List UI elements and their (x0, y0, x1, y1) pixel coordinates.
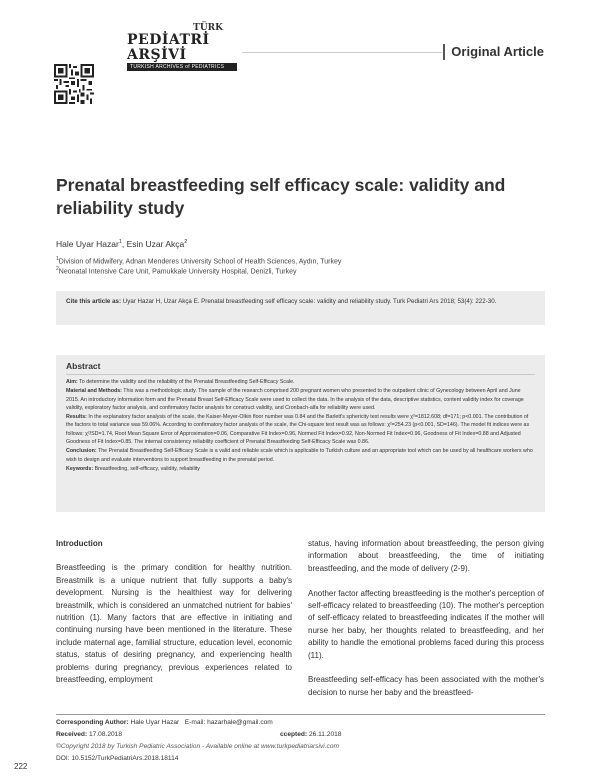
email-link[interactable]: hazarhale@gmail.com (205, 719, 273, 726)
author-name[interactable]: Hale Uyar Hazar (56, 239, 119, 249)
header-rule (242, 52, 442, 53)
abstract-heading: Abstract (66, 361, 535, 375)
abstract-conclusion (66, 447, 535, 464)
abstract-text: To determine the validity and the reliability of the Prenatal Breastfeeding Self-Efficacy Scale. (77, 379, 295, 385)
doi-text[interactable]: DOI: 10.5152/TurkPediatriArs.2018.18114 (56, 755, 179, 762)
abstract-text: In the explanatory factor analysis of the scale, the Kaiser-Meyer-Olkin floor number was 0.84 and the Barlett's sphericity test results were χ²=1812.608; df=171; p<0.001. The contribution of the factors to total variance was 59.06%. According to confirmatory factor analysis of the scale, the Chi-square test result was as follows: χ²=254.23 (p<0.001, SD=146). The model fit indices were as follows: χ²/SD=1.74, Root Mean Square Error of Approximation=0.06, Comparative Fit Index=0.96, Normed Fit Index=0.92, Non-Normed Fit Index=0.96, Goodness of Fit Index=0.88 and Adjusted Goodness of Fit Index=0.85. The internal consistency reliability coefficient of Prenatal Breastfeeding Self-Efficacy Scale was 0.86. (66, 414, 530, 446)
article-type-bar (443, 44, 445, 60)
affiliation-number: 2 (56, 266, 59, 272)
doi[interactable] (56, 755, 178, 762)
author-separator: , (121, 239, 127, 249)
author-list (56, 239, 187, 249)
email-label: E-mail: (184, 719, 206, 726)
corresponding-author (56, 719, 273, 726)
article-type: Original Article (451, 44, 544, 59)
abstract-label: Aim: (66, 379, 78, 385)
author-name[interactable]: Esin Uzar Akça (126, 239, 185, 249)
abstract-label: Conclusion: (66, 448, 97, 455)
abstract-text: The Prenatal Breastfeeding Self-Efficacy Scale is a valid and reliable scale which is applicable to Turkish culture and an appropriate tool which can be used by all healthcare workers who wish to design and evaluate interventions to support breastfeeding in the prenatal period. (66, 448, 533, 463)
abstract-aim (66, 378, 535, 386)
logo-subtitle: TURKISH ARCHIVES of PEDIATRICS (127, 63, 237, 71)
logo-turk: TÜRK (193, 23, 223, 33)
affiliation-text: Neonatal Intensive Care Unit, Pamukkale University Hospital, Denizli, Turkey (58, 268, 297, 276)
corresponding-name: Hale Uyar Hazar (128, 719, 180, 726)
journal-logo (127, 24, 237, 71)
citation-label: Cite this article as: (66, 298, 122, 305)
abstract-text: This was a methodologic study. The sample of the research comprised 200 pregnant women who presented to the outpatient clinic of Gynecology between April and June 2015. An introductory information form and the Prenatal Breast Self-Efficacy Scale were used to collect the data. In the analysis of the data, descriptive statistics, content validity index for coverage validity, exploratory factor analysis, and confirmatory factor analysis for construct validity, and Cronbach-alfa for reliability were used. (66, 388, 524, 411)
accepted-label: ccepted: (280, 731, 308, 738)
body-paragraph: Breastfeeding is the primary condition for healthy nutrition. Breastmilk is a unique nutrient that fully supports a baby's development. Nursing is the healthiest way for delivering breastmilk, which is considered an unmatched nutrient for babies' nutrition (1). Many factors that are effective in initiating and continuing nursing have been mentioned in the literature. These include maternal age, familial structure, education level, economic status, status of desiring pregnancy, and experiencing health problems during pregnancy, previous experiences related to breastfeeding, employment (56, 563, 292, 685)
section-heading-introduction: Introduction (56, 539, 103, 548)
copyright (56, 743, 339, 750)
affiliation-text: Division of Midwifery, Adnan Menderes University School of Health Sciences, Aydın, Turkey (58, 258, 342, 266)
accepted-value: 26.11.2018 (307, 731, 342, 738)
affiliation (56, 266, 297, 275)
logo-name: PEDİATRİ ARŞİVİ (127, 32, 210, 63)
accepted-date (280, 731, 341, 738)
received-value: 17.08.2018 (87, 731, 122, 738)
footer-rule (56, 714, 545, 715)
affiliation (56, 256, 341, 265)
abstract-label: Results: (66, 414, 87, 421)
body-paragraph: Another factor affecting breastfeeding is the mother's perception of self-efficacy related to breastfeeding (10). The mother's perception of self-efficacy related to breastfeeding indicates if the mother will nurse her baby, her thoughts related to breastfeeding, and her ability to handle the emotional problems faced during this process (11). (308, 588, 544, 660)
citation-text: Uyar Hazar H, Uzar Akça E. Prenatal breastfeeding self efficacy scale: validity and reliability study. Turk Pediatri Ars 2018; 53(4): 222-30. (121, 298, 497, 305)
body-paragraph: Breastfeeding self-efficacy has been associated with the mother's decision to nurse her baby and the breastfeed- (308, 675, 544, 697)
qr-code-icon (54, 64, 94, 104)
affiliation-number: 1 (56, 256, 59, 262)
author-affiliation-marker: 1 (118, 239, 122, 246)
abstract-results (66, 413, 535, 446)
page-number: 222 (14, 762, 28, 771)
body-paragraph: status, having information about breastfeeding, the person giving information about breastfeeding, the time of initiating breastfeeding, and the mode of delivery (2-9). (308, 539, 544, 573)
received-date (56, 731, 122, 738)
abstract-text: Breastfeeding, self-efficacy, validity, reliability (93, 465, 200, 472)
body-column-left (56, 538, 292, 699)
abstract-label: Keywords: (66, 465, 94, 472)
corresponding-label: Corresponding Author: (56, 719, 129, 726)
copyright-text[interactable]: ©Copyright 2018 by Turkish Pediatric Association - Available online at www.turkpediatriarsivi.com (56, 743, 340, 750)
abstract-label: Material and Methods: (66, 388, 122, 395)
article-title: Prenatal breastfeeding self efficacy scale: validity and reliability study (56, 175, 506, 218)
author-affiliation-marker: 2 (184, 239, 188, 246)
abstract-methods (66, 387, 535, 412)
body-column-right (308, 538, 544, 712)
citation-box (56, 291, 545, 325)
abstract-keywords (66, 465, 535, 473)
abstract-box (56, 355, 545, 512)
received-label: Received: (56, 731, 88, 738)
